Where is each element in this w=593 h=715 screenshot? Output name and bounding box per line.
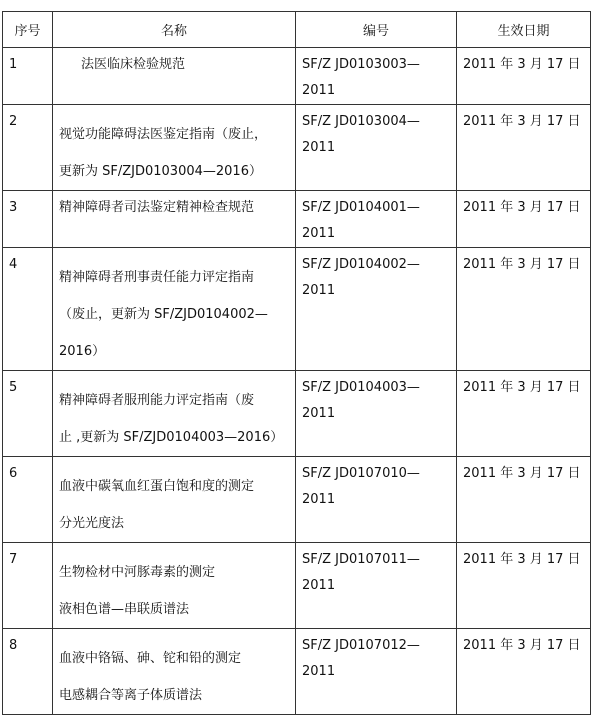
effective-date: [457, 48, 591, 105]
standard-name-line: 液相色谱—串联质谱法: [59, 602, 190, 617]
standard-name-line: 血液中碳氧血红蛋白饱和度的测定: [59, 479, 255, 494]
standard-name-line: 止 ,更新为 SF/ZJD0104003—2016）: [59, 430, 284, 445]
standard-code: [296, 191, 457, 248]
header-seq: 序号: [3, 12, 53, 48]
standard-name-line: 法医临床检验规范: [81, 57, 186, 72]
standard-name-line: 血液中铬镉、砷、铊和铅的测定: [59, 651, 242, 666]
standard-name-line: 精神障碍者司法鉴定精神检查规范: [59, 200, 255, 215]
standard-code-text: SF/Z JD0107012—2011: [302, 638, 420, 679]
standard-name: [53, 371, 296, 457]
table-row: [3, 191, 591, 248]
table-row: [3, 105, 591, 191]
standard-name-line: 分光光度法: [59, 516, 125, 531]
effective-date-text: 2011 年 3 月 17 日: [463, 380, 581, 395]
effective-date: [457, 248, 591, 371]
standard-code: [296, 457, 457, 543]
effective-date-text: 2011 年 3 月 17 日: [463, 466, 581, 481]
effective-date: [457, 629, 591, 715]
table-row: [3, 543, 591, 629]
header-code: 编号: [296, 12, 457, 48]
header-row: [3, 12, 591, 48]
standard-name: [53, 105, 296, 191]
row-number: [3, 105, 53, 191]
table-row: [3, 248, 591, 371]
effective-date: [457, 191, 591, 248]
standard-name: [53, 248, 296, 371]
effective-date: [457, 371, 591, 457]
row-number: [3, 543, 53, 629]
standard-code-text: SF/Z JD0103004—2011: [302, 114, 420, 155]
effective-date-text: 2011 年 3 月 17 日: [463, 257, 581, 272]
standard-code: [296, 248, 457, 371]
standard-code-text: SF/Z JD0107011—2011: [302, 552, 420, 593]
effective-date-text: 2011 年 3 月 17 日: [463, 57, 581, 72]
row-number: [3, 629, 53, 715]
standard-name-line: 电感耦合等离子体质谱法: [59, 688, 203, 703]
standard-code-text: SF/Z JD0104002—2011: [302, 257, 420, 298]
row-number: [3, 48, 53, 105]
table-row: [3, 371, 591, 457]
header-date: 生效日期: [457, 12, 591, 48]
table-row: [3, 457, 591, 543]
standard-code-text: SF/Z JD0107010—2011: [302, 466, 420, 507]
header-name: 名称: [53, 12, 296, 48]
row-number-text: 2: [9, 114, 18, 129]
effective-date: [457, 457, 591, 543]
effective-date: [457, 105, 591, 191]
row-number: [3, 371, 53, 457]
standard-code: [296, 371, 457, 457]
standard-name: [53, 457, 296, 543]
standard-code-text: SF/Z JD0103003—2011: [302, 57, 420, 98]
row-number: [3, 191, 53, 248]
row-number-text: 7: [9, 552, 18, 567]
standard-name: [53, 629, 296, 715]
standard-code: [296, 48, 457, 105]
standard-code: [296, 105, 457, 191]
table-row: [3, 48, 591, 105]
row-number-text: 1: [9, 57, 18, 72]
standard-name-line: 更新为 SF/ZJD0103004—2016）: [59, 164, 262, 179]
row-number-text: 5: [9, 380, 18, 395]
standard-name: [53, 543, 296, 629]
effective-date: [457, 543, 591, 629]
standard-name-line: 2016）: [59, 344, 106, 359]
effective-date-text: 2011 年 3 月 17 日: [463, 114, 581, 129]
standard-name-line: 精神障碍者服刑能力评定指南（废: [59, 393, 255, 408]
standard-name-line: 生物检材中河豚毒素的测定: [59, 565, 216, 580]
standard-name-line: 精神障碍者刑事责任能力评定指南: [59, 270, 255, 285]
standard-code: [296, 629, 457, 715]
standard-name-line: （废止，更新为 SF/ZJD0104002—: [59, 307, 268, 322]
table-row: [3, 629, 591, 715]
row-number-text: 4: [9, 257, 18, 272]
standard-code-text: SF/Z JD0104003—2011: [302, 380, 420, 421]
standard-code: [296, 543, 457, 629]
standard-name: [53, 48, 296, 105]
effective-date-text: 2011 年 3 月 17 日: [463, 200, 581, 215]
row-number: [3, 457, 53, 543]
standard-name: [53, 191, 296, 248]
effective-date-text: 2011 年 3 月 17 日: [463, 552, 581, 567]
effective-date-text: 2011 年 3 月 17 日: [463, 638, 581, 653]
standard-name-line: 视觉功能障碍法医鉴定指南（废止，: [59, 127, 268, 142]
row-number-text: 6: [9, 466, 18, 481]
standard-code-text: SF/Z JD0104001—2011: [302, 200, 420, 241]
row-number-text: 3: [9, 200, 18, 215]
standards-table: [2, 11, 591, 715]
row-number-text: 8: [9, 638, 18, 653]
row-number: [3, 248, 53, 371]
